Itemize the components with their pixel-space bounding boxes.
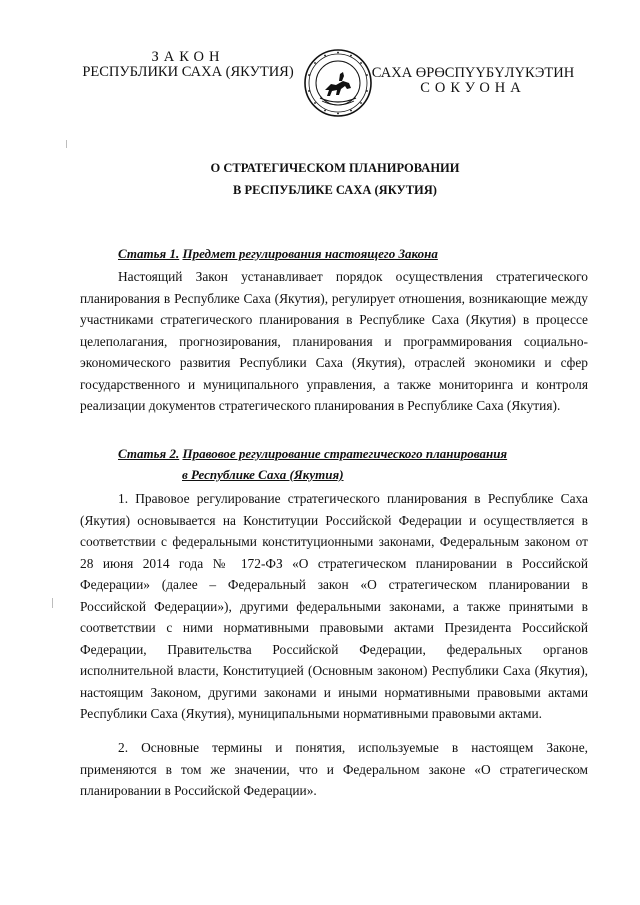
header-republic-name: РЕСПУБЛИКИ САХА (ЯКУТИЯ) [82, 64, 294, 80]
sakha-coat-of-arms-icon [303, 48, 373, 118]
article2-heading-line2: в Республике Саха (Якутия) [182, 467, 344, 482]
scan-margin-mark [66, 140, 67, 148]
header-law-label: ЗАКОН [151, 49, 225, 65]
article1-heading-text: Предмет регулирования настоящего Закона [182, 246, 438, 261]
header-republic-name-sakha: САХА ӨРӨСПҮҮБҮЛҮКЭТИН [371, 65, 575, 81]
header-law-label-sakha: СОКУОНА [420, 80, 526, 96]
article2-heading-label: Статья 2. [118, 446, 180, 461]
article2-paragraph1: 1. Правовое регулирование стратегического планирования в Республике Саха (Якутия) основывается на Конституции Российской Федерации и осуществляется в соответствии с федеральными конституционными законами, Федеральным законом от 28 июня 2014 года № 172-ФЗ «О стратегическом планировании в Российской Федерации» (далее – Федеральный закон «О стратегическом планировании в Российской Федерации»), другими федеральными законами, а также принятыми в соответствии с ними нормативными правовыми актами Президента Российской Федерации, Правительства Российской Федерации, федеральных органов исполнительной власти, Конституцией (Основным законом) Республики Саха (Якутия), настоящим Законом, другими законами и иными нормативными правовыми актами Республики Саха (Якутия), муниципальными нормативными правовыми актами. [80, 491, 588, 721]
header-right-block [370, 66, 576, 96]
article1-heading-label: Статья 1. [118, 246, 180, 261]
article2-heading [118, 446, 507, 462]
article2-heading-line1: Правовое регулирование стратегического планирования [182, 446, 508, 461]
scan-margin-mark [52, 598, 53, 608]
article2-paragraph2: 2. Основные термины и понятия, используемые в настоящем Законе, применяются в том же значении, что и Федеральном законе «О стратегическом планировании в Российской Федерации». [80, 740, 588, 798]
article2-heading-continuation [182, 467, 344, 483]
document-title-line2: В РЕСПУБЛИКЕ САХА (ЯКУТИЯ) [233, 183, 437, 197]
header-left-block [78, 50, 298, 80]
article1-heading [118, 246, 438, 262]
document-title-line1: О СТРАТЕГИЧЕСКОМ ПЛАНИРОВАНИИ [210, 161, 460, 175]
article1-paragraph: Настоящий Закон устанавливает порядок осуществления стратегического планирования в Республике Саха (Якутия), регулирует отношения, возникающие между участниками стратегического планирования в Республике Саха (Якутия) в процессе целеполагания, прогнозирования, планирования и программирования социально-экономического развития Республики Саха (Якутия), отраслей экономики и сфер государственного и муниципального управления, а также мониторинга и контроля реализации документов стратегического планирования в Республике Саха (Якутия). [80, 269, 588, 413]
